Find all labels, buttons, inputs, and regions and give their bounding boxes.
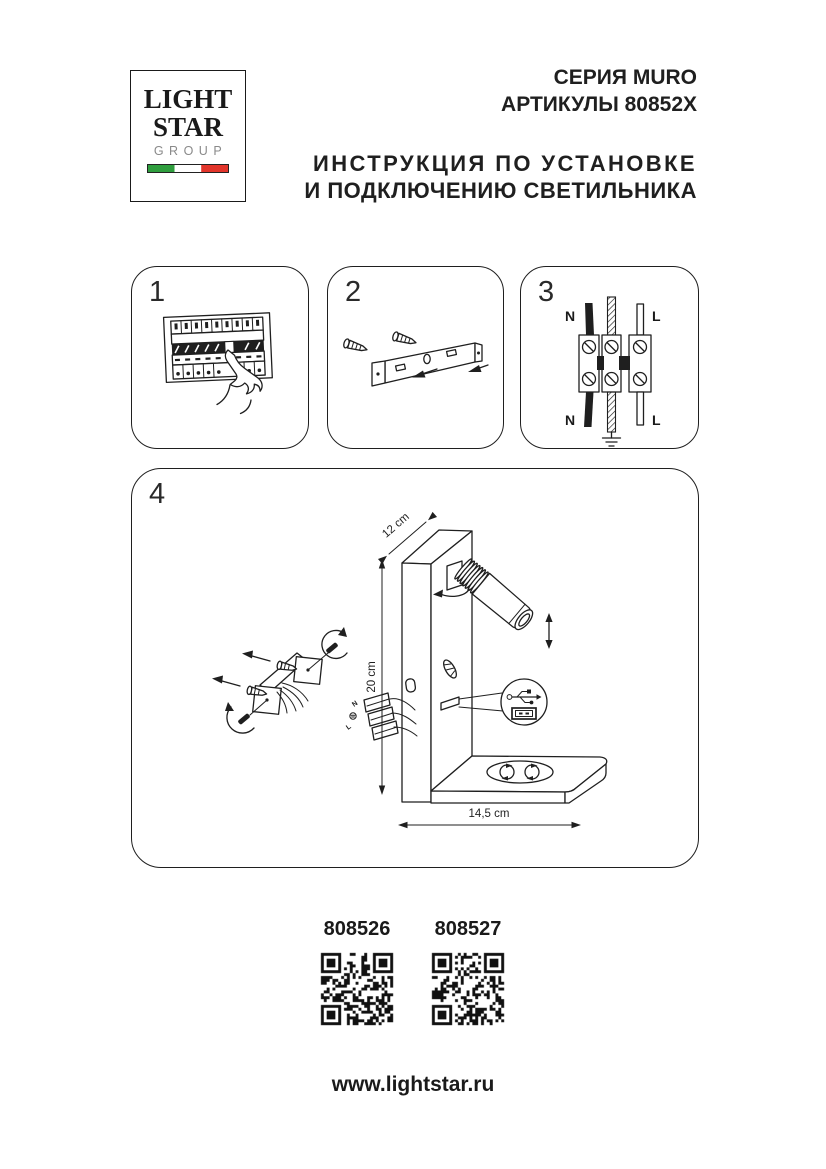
document-header <box>304 64 697 204</box>
qr-code-808526 <box>318 950 396 1028</box>
articles-title: АРТИКУЛЫ 80852X <box>501 93 697 116</box>
step4-number: 4 <box>149 478 166 510</box>
series-title: СЕРИЯ MURO <box>553 66 697 89</box>
mounting-bracket-assembly <box>212 627 347 733</box>
qr-code-808527 <box>429 950 507 1028</box>
step1-number: 1 <box>149 276 166 308</box>
ground-symbol-icon <box>603 432 621 446</box>
italian-flag-icon <box>147 164 229 173</box>
screw-icon <box>392 331 418 347</box>
screw-icon <box>343 338 369 354</box>
slide-arrow-icon <box>545 613 552 649</box>
wiring-diagram <box>521 267 698 448</box>
step2-number: 2 <box>345 276 362 308</box>
step2-box <box>327 266 504 449</box>
instruction-title-line1: ИНСТРУКЦИЯ ПО УСТАНОВКЕ <box>313 151 697 176</box>
step3-number: 3 <box>538 276 555 308</box>
live-wire <box>637 304 644 335</box>
svg-text:14,5 cm: 14,5 cm <box>468 808 510 820</box>
terminal-earth-icon <box>350 713 356 719</box>
product-code: 808526 <box>323 918 391 940</box>
logo-word-star: STAR <box>152 112 224 142</box>
breaker-panel-drawing <box>132 267 308 448</box>
logo-word-light: LIGHT <box>143 84 233 114</box>
step4-box <box>131 468 699 868</box>
wire-label-n-top: N <box>565 308 576 324</box>
dimension-height <box>366 559 385 795</box>
cable-hole <box>405 678 416 692</box>
step3-box <box>520 266 699 449</box>
product-808527 <box>428 918 508 1033</box>
wire-label-l-bottom: L <box>652 412 661 428</box>
wire-label-n-bottom: N <box>565 412 576 428</box>
step1-box <box>131 266 309 449</box>
terminal-label-l: L <box>345 723 353 732</box>
svg-text:20 cm: 20 cm <box>366 661 378 693</box>
wires <box>277 683 308 713</box>
dimension-width <box>398 808 581 828</box>
lamp-installation-drawing <box>132 469 698 867</box>
website-url: www.lightstar.ru <box>331 1073 495 1096</box>
logo-word-group: GROUP <box>153 144 228 158</box>
neutral-wire <box>585 303 594 335</box>
insert-arrow-icon <box>468 365 488 372</box>
earth-wire <box>608 297 616 335</box>
instruction-title-line2: И ПОДКЛЮЧЕНИЮ СВЕТИЛЬНИКА <box>304 178 697 203</box>
product-code: 808527 <box>434 918 502 940</box>
terminal-label-n: N <box>351 700 360 709</box>
usb-port-icon <box>512 708 536 719</box>
lightstar-logo <box>130 70 246 202</box>
mounting-plate-drawing <box>328 267 503 448</box>
svg-text:12 cm: 12 cm <box>380 510 412 541</box>
product-808526 <box>317 918 397 1033</box>
wire-label-l-top: L <box>652 308 661 324</box>
